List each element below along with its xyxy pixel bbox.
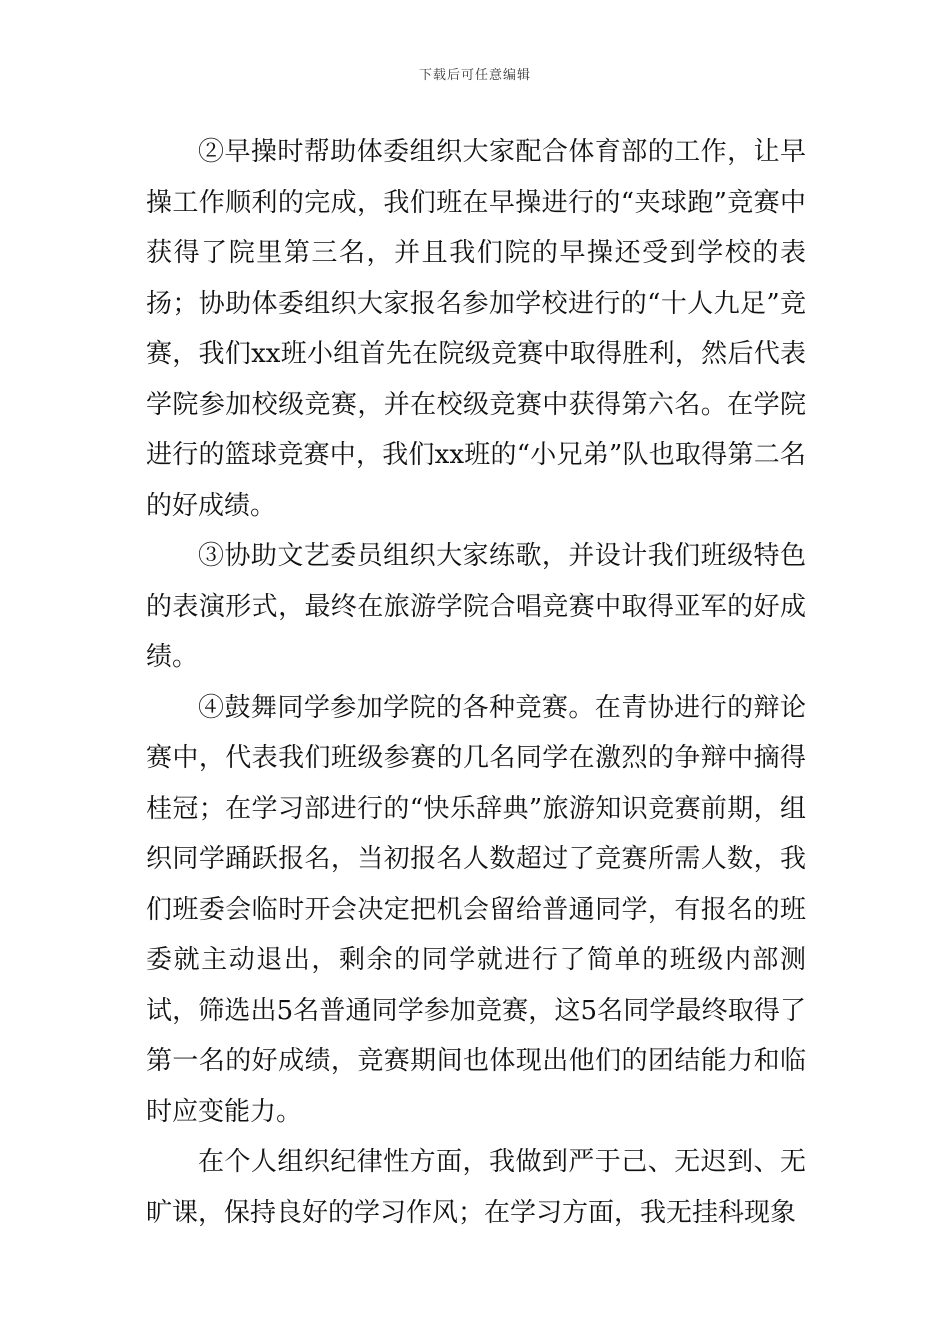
document-body xyxy=(146,127,806,1238)
paragraph-discipline: 在个人组织纪律性方面，我做到严于己、无迟到、无旷课，保持良好的学习作风；在学习方面，我无挂科现象 xyxy=(146,1147,806,1228)
paragraph-choir: ③协助文艺委员组织大家练歌，并设计我们班级特色的表演形式，最终在旅游学院合唱竞赛中取得亚军的好成绩。 xyxy=(146,541,806,672)
paragraph-sports: ②早操时帮助体委组织大家配合体育部的工作，让早操工作顺利的完成，我们班在早操进行的“夹球跑”竞赛中获得了院里第三名，并且我们院的早操还受到学校的表扬；协助体委组织大家报名参加学校进行的“十人九足”竞赛，我们xx班小组首先在院级竞赛中取得胜利，然后代表学院参加校级竞赛，并在校级竞赛中获得第六名。在学院进行的篮球竞赛中，我们xx班的“小兄弟”队也取得第二名的好成绩。 xyxy=(146,137,806,521)
paragraph-competitions: ④鼓舞同学参加学院的各种竞赛。在青协进行的辩论赛中，代表我们班级参赛的几名同学在激烈的争辩中摘得桂冠；在学习部进行的“快乐辞典”旅游知识竞赛前期，组织同学踊跃报名，当初报名人数超过了竞赛所需人数，我们班委会临时开会决定把机会留给普通同学，有报名的班委就主动退出，剩余的同学就进行了简单的班级内部测试，筛选出5名普通同学参加竞赛，这5名同学最终取得了第一名的好成绩，竞赛期间也体现出他们的团结能力和临时应变能力。 xyxy=(146,692,806,1127)
page-header: 下载后可任意编辑 xyxy=(418,68,531,83)
